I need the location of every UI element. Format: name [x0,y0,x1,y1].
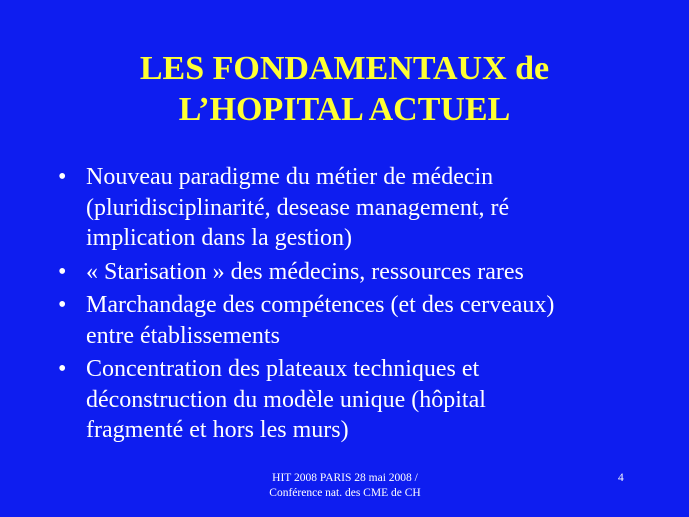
slide-title [0,48,689,130]
bullet-item-2 [58,257,678,288]
bullet-line: fragmenté et hors les murs) [86,417,349,443]
bullet-item-3 [58,290,678,351]
bullet-text [86,290,678,351]
bullet-item-4 [58,354,678,446]
page-number: 4 [618,472,624,484]
bullet-icon: • [58,164,67,190]
bullet-icon: • [58,258,67,285]
bullet-text [86,257,678,288]
bullet-list [58,162,678,449]
bullet-item-1 [58,162,678,254]
slide-title-line-2: L’HOPITAL ACTUEL [178,91,511,128]
bullet-line: (pluridisciplinarité, desease management, ré [86,194,510,221]
bullet-line: Nouveau paradigme du métier de médecin [86,164,494,190]
bullet-text [86,354,678,446]
bullet-icon: • [58,356,67,382]
slide-footer [220,471,470,501]
bullet-line: Concentration des plateaux techniques et [86,356,480,382]
bullet-line: déconstruction du modèle unique (hôpital [86,386,486,413]
bullet-line: « Starisation » des médecins, ressources rares [86,258,524,285]
slide-title-line-1: LES FONDAMENTAUX de [139,50,550,87]
bullet-icon: • [58,292,67,318]
bullet-text [86,162,678,254]
bullet-line: implication dans la gestion) [86,225,352,251]
footer-line-2: Conférence nat. des CME de CH [269,487,421,499]
bullet-line: entre établissements [86,322,280,349]
bullet-line: Marchandage des compétences (et des cerveaux) [86,292,555,318]
footer-line-1: HIT 2008 PARIS 28 mai 2008 / [272,472,418,484]
